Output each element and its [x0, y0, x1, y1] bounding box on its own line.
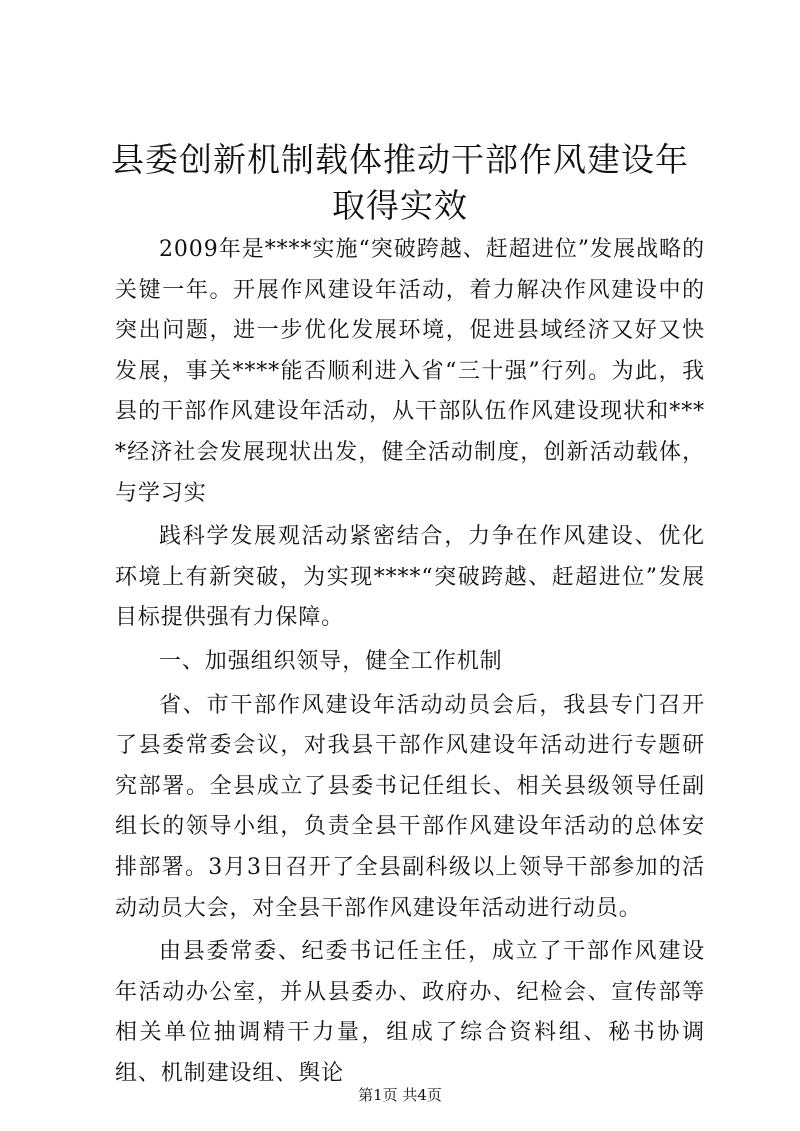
paragraph: 2009年是****实施“突破跨越、赶超进位”发展战略的关键一年。开展作风建设年活动，着力解决作风建设中的突出问题，进一步优化发展环境，促进县域经济又好又快发展，事关****能否顺利进入省“三十强”行列。为此，我县的干部作风建设年活动，从干部队伍作风建设现状和****经济社会发展现状出发，健全活动制度，创新活动载体，与学习实: [115, 237, 705, 506]
page-number-label: 第1页 共4页: [358, 1086, 442, 1104]
page-footer: [0, 1085, 800, 1105]
paragraph: 践科学发展观活动紧密结合，力争在作风建设、优化环境上有新突破，为实现****“突破跨越、赶超进位”发展目标提供强有力保障。: [115, 524, 705, 631]
paragraph: 由县委常委、纪委书记任主任，成立了干部作风建设年活动办公室，并从县委办、政府办、纪检会、宣传部等相关单位抽调精干力量，组成了综合资料组、秘书协调组、机制建设组、舆论: [115, 939, 705, 1086]
paragraph: 省、市干部作风建设年活动动员会后，我县专门召开了县委常委会议，对我县干部作风建设年活动进行专题研究部署。全县成立了县委书记任组长、相关县级领导任副组长的领导小组，负责全县干部作风建设年活动的总体安排部署。3月3日召开了全县副科级以上领导干部参加的活动动员大会，对全县干部作风建设年活动进行动员。: [115, 692, 705, 921]
document-body: [115, 230, 705, 1097]
document-title: 县委创新机制载体推动干部作风建设年取得实效: [111, 140, 689, 225]
section-heading: 一、加强组织领导，健全工作机制: [159, 648, 503, 674]
